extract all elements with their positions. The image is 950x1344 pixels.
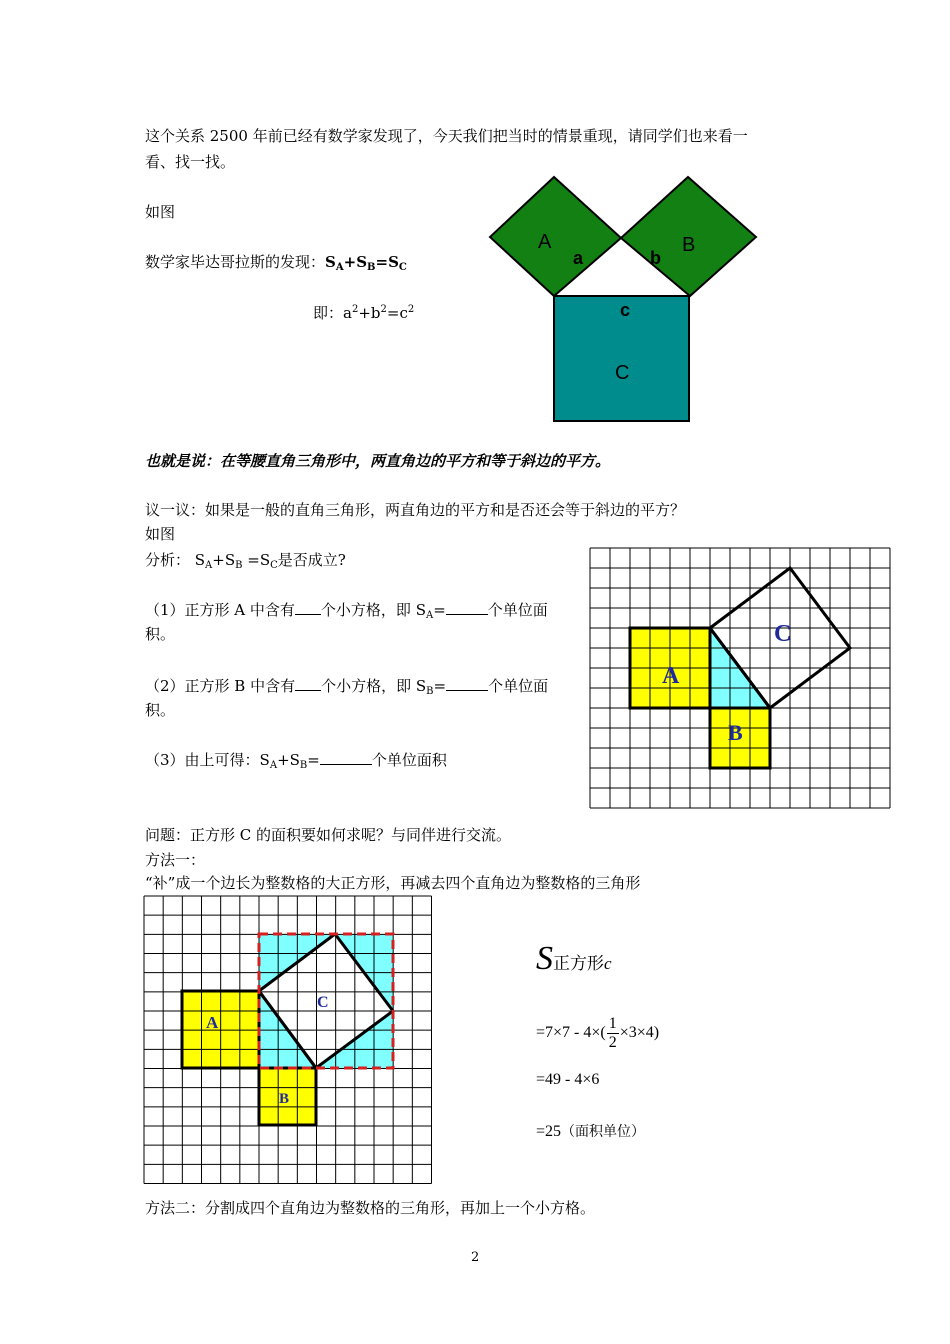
pythagoras-figure bbox=[488, 175, 760, 425]
formula-heading: S正方形c bbox=[536, 940, 612, 977]
grid-figure-1 bbox=[589, 547, 891, 809]
blank-2a[interactable] bbox=[295, 676, 321, 691]
grid2-label-A: A bbox=[206, 1013, 219, 1032]
ru-tu-2: 如图 bbox=[145, 525, 176, 543]
square-A bbox=[490, 177, 621, 296]
grid-figure-2 bbox=[143, 895, 433, 1185]
formula-line-3: =25（面积单位） bbox=[536, 1123, 646, 1140]
conclusion: 也就是说：在等腰直角三角形中，两直角边的平方和等于斜边的平方。 bbox=[145, 452, 611, 470]
question-1-cont: 积。 bbox=[145, 625, 176, 643]
grid2-label-B: B bbox=[279, 1091, 290, 1107]
question-3: （3）由上可得：$S_A+S_B=$ 个单位面积 bbox=[145, 751, 447, 771]
blank-1a[interactable] bbox=[295, 600, 321, 615]
question-2: （2）正方形 B 中含有 个小方格，即 $S_B=$ 个单位面 bbox=[145, 677, 549, 697]
grid1-label-C: C bbox=[774, 621, 792, 647]
label-C: C bbox=[615, 362, 630, 384]
label-A: A bbox=[538, 231, 552, 253]
method1-desc: “补”成一个边长为整数格的大正方形，再减去四个直角边为整数格的三角形 bbox=[145, 874, 641, 892]
label-a: a bbox=[573, 248, 584, 268]
ji-line: 即：$a^2+b^2=c^2$ bbox=[313, 304, 415, 322]
blank-3[interactable] bbox=[320, 750, 372, 765]
formula-line-2: =49 - 4×6 bbox=[536, 1071, 600, 1088]
grid1-label-A: A bbox=[662, 663, 680, 689]
question-1: （1）正方形 A 中含有 个小方格，即 $S_A=$ 个单位面 bbox=[145, 601, 548, 621]
discovery-prefix: 数学家毕达哥拉斯的发现： bbox=[145, 253, 326, 271]
intro-line-1: 这个关系 2500 年前已经有数学家发现了，今天我们把当时的情景重现，请同学们也来看一 bbox=[145, 127, 748, 145]
page-number: 2 bbox=[471, 1250, 480, 1265]
method1-title: 方法一： bbox=[145, 851, 206, 869]
label-c: c bbox=[620, 300, 631, 320]
label-B: B bbox=[682, 234, 696, 256]
ru-tu-1: 如图 bbox=[145, 203, 176, 221]
formula-line-1: =7×7 - 4×( $\frac{1}{2}$ ×3×4) bbox=[536, 1015, 660, 1051]
method2-line: 方法二：分割成四个直角边为整数格的三角形，再加上一个小方格。 bbox=[145, 1199, 596, 1217]
grid1-label-B: B bbox=[728, 720, 743, 745]
blank-1b[interactable] bbox=[446, 600, 488, 615]
discovery-line bbox=[145, 252, 407, 278]
intro-line-2: 看、找一找。 bbox=[145, 153, 236, 171]
blank-2b[interactable] bbox=[446, 676, 488, 691]
question-line: 问题：正方形 C 的面积要如何求呢？与同伴进行交流。 bbox=[145, 826, 512, 844]
grid2-label-C: C bbox=[317, 994, 329, 1011]
discovery-formula: $S_A+S_B=S_C$ bbox=[325, 253, 407, 273]
analysis-line: 分析： $S_A+S_B =S_C$是否成立? bbox=[145, 551, 346, 571]
discuss-line: 议一议：如果是一般的直角三角形，两直角边的平方和是否还会等于斜边的平方？ bbox=[145, 501, 686, 519]
label-b: b bbox=[650, 248, 661, 268]
question-2-cont: 积。 bbox=[145, 701, 176, 719]
pythagoras-formula: $a^2+b^2=c^2$ bbox=[343, 304, 415, 322]
